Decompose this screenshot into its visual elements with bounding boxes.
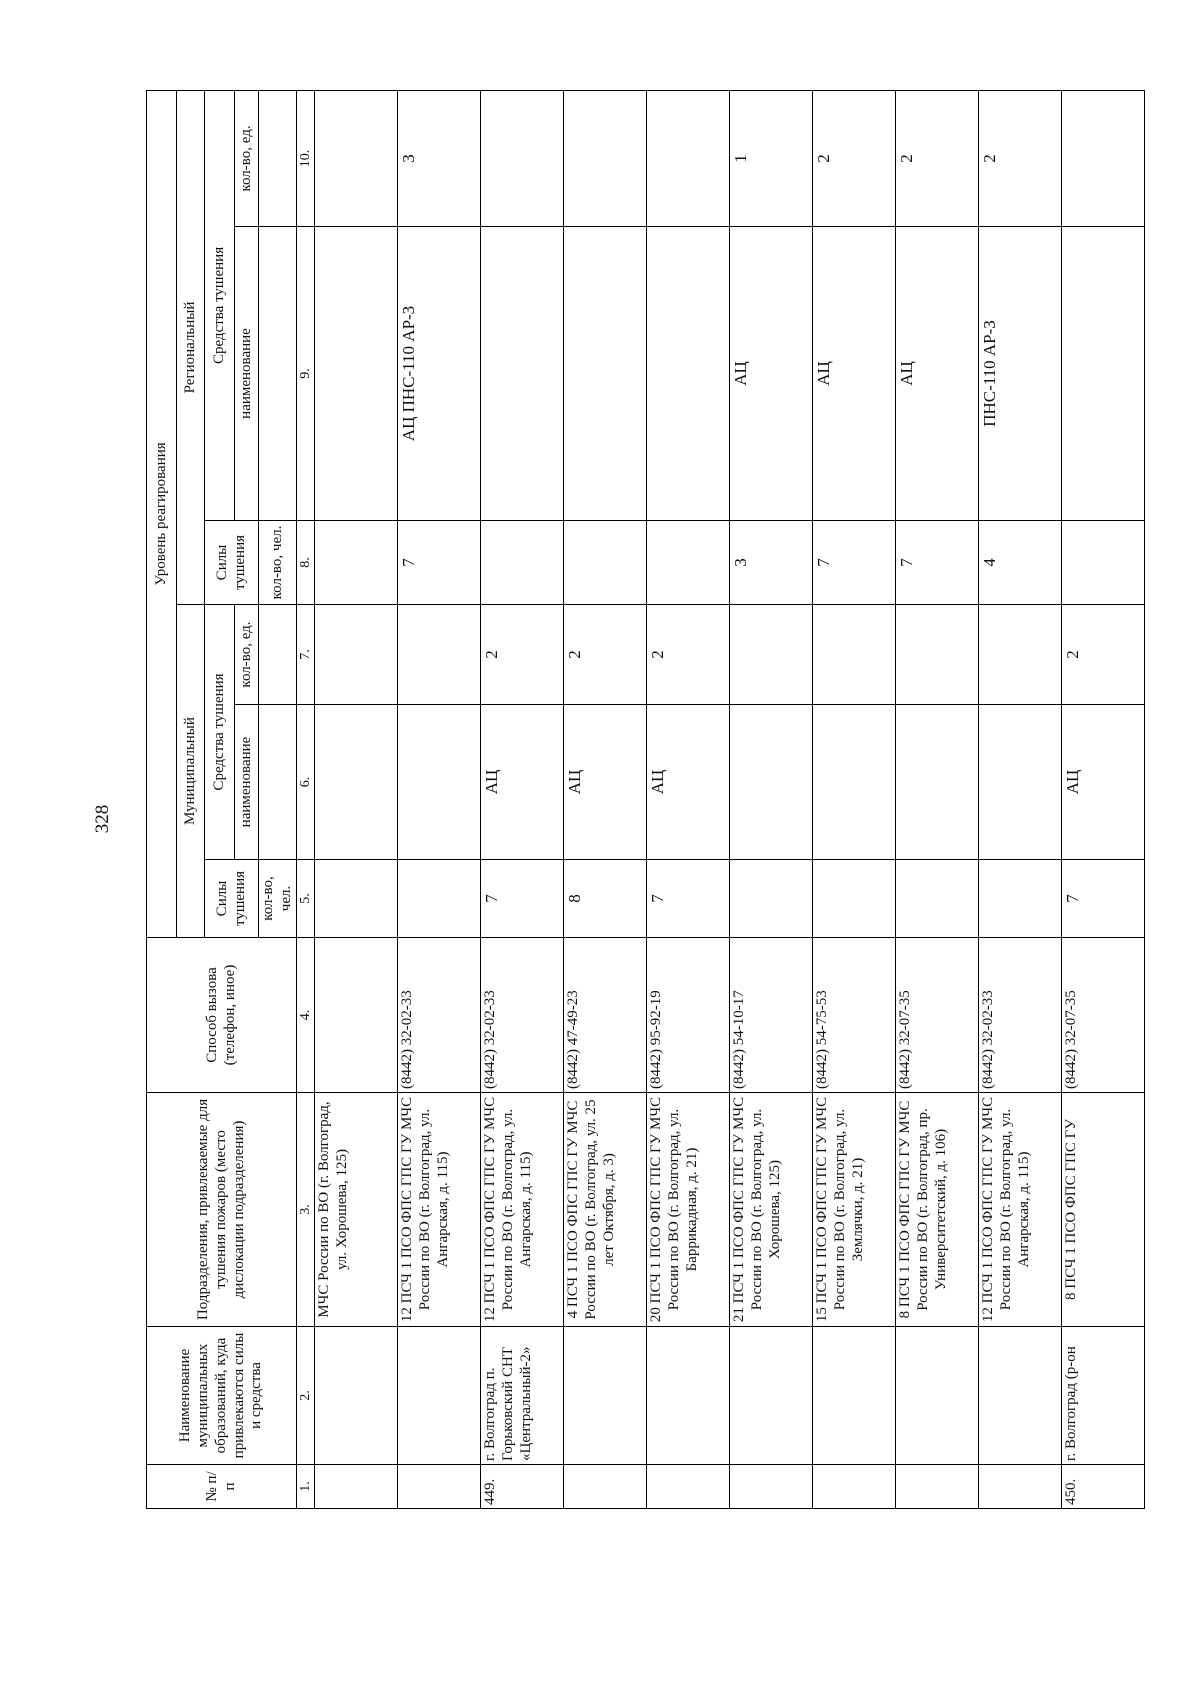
municipal-people xyxy=(730,860,813,938)
unit-name: 21 ПСЧ 1 ПСО ФПС ГПС ГУ МЧС России по ВО (г. Волгоград, ул. Хорошева, 125) xyxy=(730,1093,813,1327)
regional-means-qty xyxy=(481,90,564,226)
header-municipal-name-2 xyxy=(259,705,297,860)
row-number xyxy=(813,1465,896,1509)
regional-means-name xyxy=(564,227,647,521)
col-number: 4. xyxy=(297,938,315,1093)
col-number: 3. xyxy=(297,1093,315,1327)
municipal-means-qty: 2 xyxy=(481,605,564,705)
municipal-people xyxy=(896,860,979,938)
header-municipal: Муниципальный xyxy=(177,605,205,938)
regional-means-qty xyxy=(1062,90,1145,226)
regional-means-qty: 1 xyxy=(730,90,813,226)
table-row xyxy=(564,90,647,1508)
municipal-means-name xyxy=(398,705,481,860)
header-regional-qty: кол-во, ед. xyxy=(235,90,259,226)
row-number xyxy=(730,1465,813,1509)
col-number: 5. xyxy=(297,860,315,938)
phone-number: (8442) 32-02-33 xyxy=(979,938,1062,1093)
table-row xyxy=(1062,90,1145,1508)
header-municipal-people: кол-во, чел. xyxy=(259,860,297,938)
municipal-people xyxy=(398,860,481,938)
unit-name: 15 ПСЧ 1 ПСО ФПС ГПС ГУ МЧС России по ВО (г. Волгоград, ул. Землячки, д. 21) xyxy=(813,1093,896,1327)
col-number: 7. xyxy=(297,605,315,705)
table-body xyxy=(315,90,1145,1508)
unit-name: 8 ПСЧ 1 ПСО ФПС ГПС ГУ МЧС России по ВО (г. Волгоград, пр. Университетский, д. 106) xyxy=(896,1093,979,1327)
phone-number: (8442) 54-75-53 xyxy=(813,938,896,1093)
municipal-means-qty: 2 xyxy=(564,605,647,705)
phone-number: (8442) 32-02-33 xyxy=(481,938,564,1093)
municipal-means-name: АЦ xyxy=(647,705,730,860)
table-row xyxy=(398,90,481,1508)
regional-means-name: АЦ xyxy=(896,227,979,521)
regional-means-qty: 2 xyxy=(813,90,896,226)
municipality-name xyxy=(979,1327,1062,1465)
unit-name: 12 ПСЧ 1 ПСО ФПС ГПС ГУ МЧС России по ВО (г. Волгоград, ул. Ангарская, д. 115) xyxy=(398,1093,481,1327)
header-municipal-qty: кол-во, ед. xyxy=(235,605,259,705)
regional-people xyxy=(647,521,730,605)
row-number xyxy=(896,1465,979,1509)
header-municipal-name: наименование xyxy=(235,705,259,860)
municipal-means-qty xyxy=(730,605,813,705)
table-row xyxy=(647,90,730,1508)
row-number xyxy=(398,1465,481,1509)
regional-people: 7 xyxy=(398,521,481,605)
municipal-means-name xyxy=(730,705,813,860)
regional-people: 3 xyxy=(730,521,813,605)
municipality-name: г. Волгоград (р-он xyxy=(1062,1327,1145,1465)
header-no: № п/п xyxy=(147,1465,297,1509)
row-number xyxy=(647,1465,730,1509)
unit-name: 20 ПСЧ 1 ПСО ФПС ГПС ГУ МЧС России по ВО (г. Волгоград, ул. Баррикадная, д. 21) xyxy=(647,1093,730,1327)
phone-number: (8442) 32-07-35 xyxy=(896,938,979,1093)
municipal-means-name: АЦ xyxy=(564,705,647,860)
rotated-table-container xyxy=(146,91,1089,1509)
municipal-means-qty xyxy=(813,605,896,705)
phone-number xyxy=(315,938,398,1093)
header-municipal-means: Средства тушения xyxy=(205,605,235,860)
municipality-name xyxy=(813,1327,896,1465)
municipal-means-name: АЦ xyxy=(1062,705,1145,860)
header-units: Подразделения, привлекаемые для тушения пожаров (место дислокации подразделения) xyxy=(147,1093,297,1327)
municipality-name xyxy=(398,1327,481,1465)
unit-name: 8 ПСЧ 1 ПСО ФПС ГПС ГУ xyxy=(1062,1093,1145,1327)
unit-name: 12 ПСЧ 1 ПСО ФПС ГПС ГУ МЧС России по ВО (г. Волгоград, ул. Ангарская, д. 115) xyxy=(979,1093,1062,1327)
regional-means-qty xyxy=(315,90,398,226)
col-number: 6. xyxy=(297,705,315,860)
municipal-people xyxy=(315,860,398,938)
header-regional-name-2 xyxy=(259,227,297,521)
header-regional-people: кол-во, чел. xyxy=(259,521,297,605)
table-row xyxy=(979,90,1062,1508)
col-number: 2. xyxy=(297,1327,315,1465)
municipality-name: г. Волгоград п. Горьковский СНТ «Центральный-2» xyxy=(481,1327,564,1465)
regional-means-qty: 3 xyxy=(398,90,481,226)
header-regional-means: Средства тушения xyxy=(205,90,235,520)
municipal-means-name xyxy=(979,705,1062,860)
regional-means-qty: 2 xyxy=(979,90,1062,226)
header-call-method: Способ вызова (телефон, иное) xyxy=(147,938,297,1093)
municipal-means-name: АЦ xyxy=(481,705,564,860)
phone-number: (8442) 32-02-33 xyxy=(398,938,481,1093)
regional-means-name: АЦ ПНС-110 АР-3 xyxy=(398,227,481,521)
municipality-name xyxy=(730,1327,813,1465)
phone-number: (8442) 32-07-35 xyxy=(1062,938,1145,1093)
regional-means-qty: 2 xyxy=(896,90,979,226)
municipal-means-qty xyxy=(398,605,481,705)
row-number xyxy=(315,1465,398,1509)
municipal-means-qty: 2 xyxy=(647,605,730,705)
regional-means-qty xyxy=(647,90,730,226)
col-number: 8. xyxy=(297,521,315,605)
regional-means-name: ПНС-110 АР-3 xyxy=(979,227,1062,521)
regional-means-name: АЦ xyxy=(813,227,896,521)
row-number: 450. xyxy=(1062,1465,1145,1509)
table-row xyxy=(481,90,564,1508)
municipal-means-qty xyxy=(315,605,398,705)
municipal-means-qty xyxy=(979,605,1062,705)
municipal-people xyxy=(979,860,1062,938)
col-number: 10. xyxy=(297,90,315,226)
regional-means-name xyxy=(481,227,564,521)
municipal-people: 7 xyxy=(481,860,564,938)
header-municipal-forces: Силы тушения xyxy=(205,860,259,938)
header-municipal-qty-2 xyxy=(259,605,297,705)
regional-means-qty xyxy=(564,90,647,226)
municipality-name xyxy=(896,1327,979,1465)
municipal-people xyxy=(813,860,896,938)
col-number: 1. xyxy=(297,1465,315,1509)
municipality-name xyxy=(647,1327,730,1465)
header-regional: Региональный xyxy=(177,90,205,604)
regional-people: 4 xyxy=(979,521,1062,605)
regional-means-name xyxy=(315,227,398,521)
municipal-means-name xyxy=(315,705,398,860)
table-row xyxy=(896,90,979,1508)
phone-number: (8442) 54-10-17 xyxy=(730,938,813,1093)
phone-number: (8442) 95-92-19 xyxy=(647,938,730,1093)
unit-name: 12 ПСЧ 1 ПСО ФПС ГПС ГУ МЧС России по ВО (г. Волгоград, ул. Ангарская, д. 115) xyxy=(481,1093,564,1327)
header-regional-name: наименование xyxy=(235,227,259,521)
regional-people xyxy=(564,521,647,605)
regional-people xyxy=(481,521,564,605)
row-number: 449. xyxy=(481,1465,564,1509)
header-regional-forces: Силы тушения xyxy=(205,521,259,605)
municipal-means-qty: 2 xyxy=(1062,605,1145,705)
response-table xyxy=(146,90,1145,1509)
row-number xyxy=(564,1465,647,1509)
unit-name: МЧС России по ВО (г. Волгоград, ул. Хорошева, 125) xyxy=(315,1093,398,1327)
regional-means-name xyxy=(647,227,730,521)
col-number: 9. xyxy=(297,227,315,521)
municipal-people: 7 xyxy=(1062,860,1145,938)
row-number xyxy=(979,1465,1062,1509)
municipal-means-name xyxy=(896,705,979,860)
header-response-level: Уровень реагирования xyxy=(147,90,177,937)
regional-people xyxy=(315,521,398,605)
municipal-people: 8 xyxy=(564,860,647,938)
municipal-people: 7 xyxy=(647,860,730,938)
header-municipality: Наименование муниципальных образований, куда привлекаются силы и средства xyxy=(147,1327,297,1465)
table-row xyxy=(315,90,398,1508)
table-row xyxy=(730,90,813,1508)
municipality-name xyxy=(564,1327,647,1465)
regional-people: 7 xyxy=(896,521,979,605)
header-regional-qty-2 xyxy=(259,90,297,226)
municipal-means-name xyxy=(813,705,896,860)
regional-people: 7 xyxy=(813,521,896,605)
page-number: 328 xyxy=(92,804,113,834)
municipal-means-qty xyxy=(896,605,979,705)
table-row xyxy=(813,90,896,1508)
regional-means-name xyxy=(1062,227,1145,521)
phone-number: (8442) 47-49-23 xyxy=(564,938,647,1093)
municipality-name xyxy=(315,1327,398,1465)
unit-name: 4 ПСЧ 1 ПСО ФПС ГПС ГУ МЧС России по ВО (г. Волгоград, ул. 25 лет Октября, д. 3) xyxy=(564,1093,647,1327)
regional-means-name: АЦ xyxy=(730,227,813,521)
regional-people xyxy=(1062,521,1145,605)
